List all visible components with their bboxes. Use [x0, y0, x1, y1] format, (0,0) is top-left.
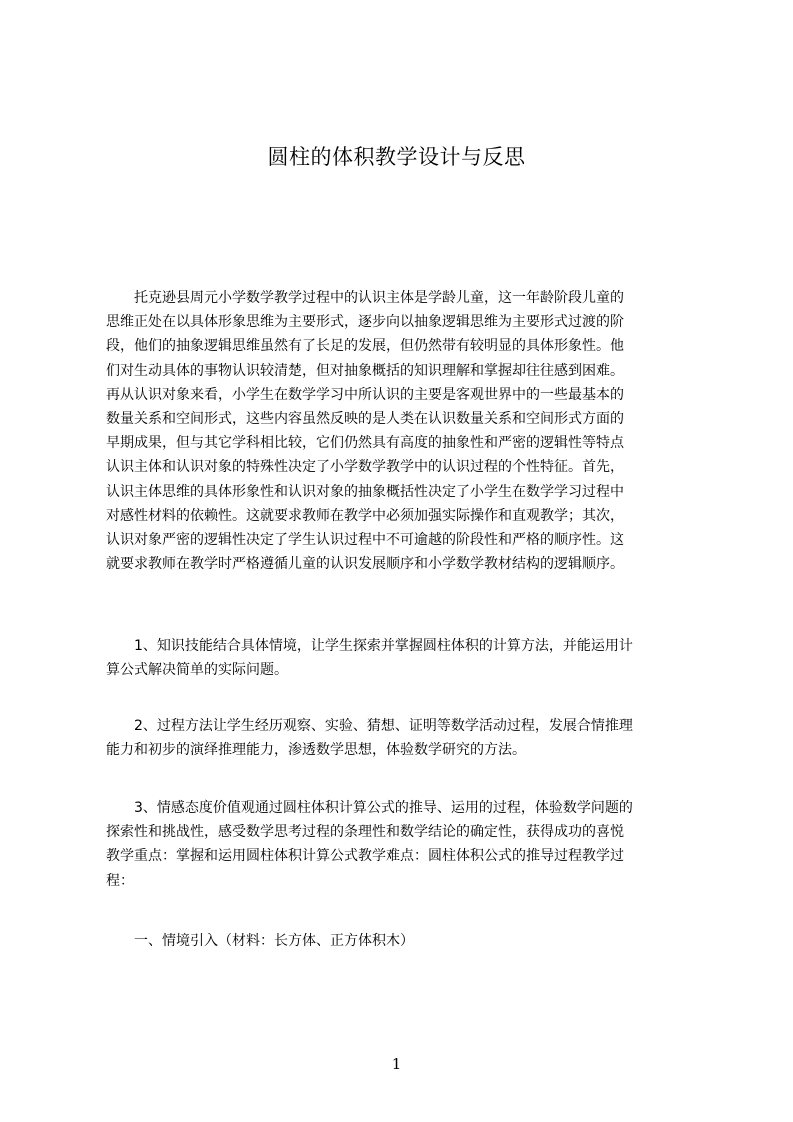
text-line: 数量关系和空间形式，这些内容虽然反映的是人类在认识数量关系和空间形式方面的 [106, 411, 624, 428]
text-line: 就要求教师在教学时严格遵循儿童的认识发展顺序和小学数学教材结构的逻辑顺序。 [106, 556, 624, 573]
objective-knowledge-paragraph [106, 634, 708, 682]
text-line: 再从认识对象来看，小学生在数学学习中所认识的主要是客观世界中的一些最基本的 [106, 386, 624, 403]
document-title: 圆柱的体积教学设计与反思 [267, 145, 526, 169]
text-line: 认识对象严密的逻辑性决定了学生认识过程中不可逾越的阶段性和严格的顺序性。这 [106, 532, 624, 549]
text-line: 能力和初步的演绎推理能力，渗透数学思想，体验数学研究的方法。 [106, 742, 526, 759]
page-number: 1 [391, 1055, 402, 1073]
intro-paragraph [106, 286, 708, 576]
objective-process-paragraph [106, 714, 708, 762]
text-line: 对感性材料的依赖性。这就要求教师在教学中必须加强实际操作和直观教学；其次， [106, 507, 624, 524]
text-line: 1、知识技能结合具体情境，让学生探索并掌握圆柱体积的计算方法，并能运用计 [106, 638, 633, 654]
text-line: 算公式解决简单的实际问题。 [106, 662, 288, 679]
text-line: 探索性和挑战性，感受数学思考过程的条理性和数学结论的确定性，获得成功的喜悦 [106, 824, 624, 841]
text-line: 思维正处在以具体形象思维为主要形式，逐步向以抽象逻辑思维为主要形式过渡的阶 [106, 314, 624, 331]
text-line: 认识主体思维的具体形象性和认识对象的抽象概括性决定了小学生在数学学习过程中 [106, 483, 624, 500]
section-heading: 一、情境引入（材料：长方体、正方体积木） [134, 933, 414, 949]
text-line: 早期成果，但与其它学科相比较，它们仍然具有高度的抽象性和严密的逻辑性等特点 [106, 435, 624, 452]
text-line: 2、过程方法让学生经历观察、实验、猜想、证明等数学活动过程，发展合情推理 [106, 718, 633, 734]
text-line: 程： [106, 872, 134, 889]
text-line: 托克逊县周元小学数学教学过程中的认识主体是学龄儿童，这一年龄阶段儿童的 [106, 290, 624, 306]
text-line: 3、情感态度价值观通过圆柱体积计算公式的推导、运用的过程，体验数学问题的 [106, 800, 633, 816]
text-line: 认识主体和认识对象的特殊性决定了小学数学教学中的认识过程的个性特征。首先， [106, 459, 624, 476]
objective-attitude-paragraph [106, 796, 708, 893]
text-line: 教学重点：掌握和运用圆柱体积计算公式教学难点：圆柱体积公式的推导过程教学过 [106, 848, 624, 865]
text-line: 段，他们的抽象逻辑思维虽然有了长足的发展，但仍然带有较明显的具体形象性。他 [106, 338, 624, 355]
text-line: 们对生动具体的事物认识较清楚，但对抽象概括的知识理解和掌握却往往感到困难。 [106, 362, 624, 379]
